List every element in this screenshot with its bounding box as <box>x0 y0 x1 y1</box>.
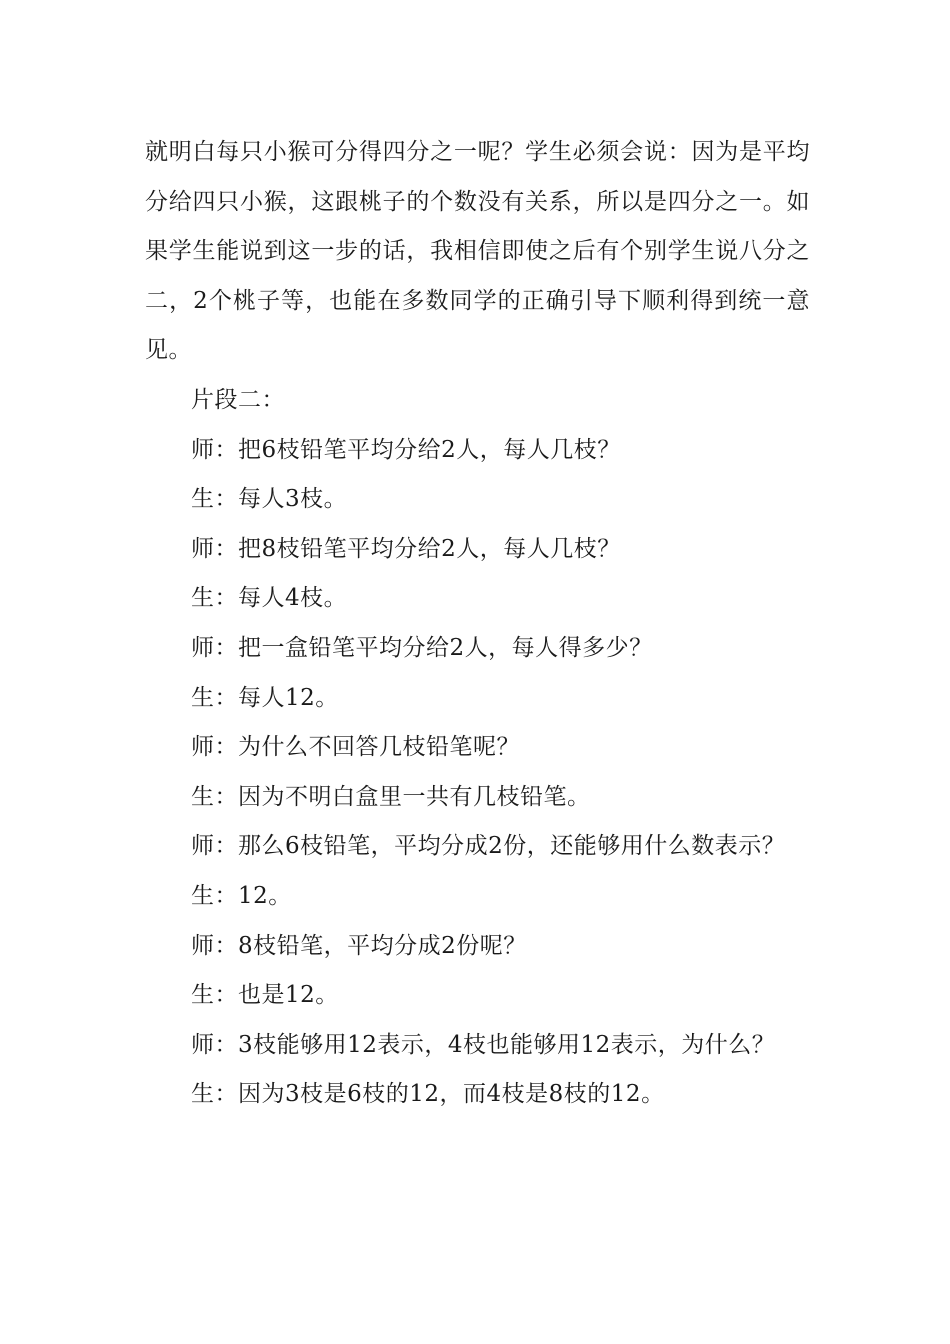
dialogue-line-teacher: 师：把6枝铅笔平均分给2人，每人几枝？ <box>191 436 621 463</box>
dialogue-line-teacher: 师：3枝能够用12表示，4枝也能够用12表示，为什么？ <box>191 1031 776 1058</box>
dialogue-line-teacher: 师：那么6枝铅笔，平均分成2份，还能够用什么数表示？ <box>191 833 786 860</box>
paragraph-continuation: 就明白每只小猴可分得四分之一呢？学生必须会说：因为是平均分给四只小猴，这跟桃子的个数没有关系，所以是四分之一。如果学生能说到这一步的话，我相信即使之后有个别学生说八分之二，2个桃子等，也能在多数同学的正确引导下顺利得到统一意见。 <box>145 139 810 364</box>
dialogue-line-student: 生：每人4枝。 <box>191 585 348 612</box>
dialogue-line-student: 生：也是12。 <box>191 982 339 1009</box>
dialogue-line-student: 生：12。 <box>191 882 292 909</box>
dialogue-line-teacher: 师：8枝铅笔，平均分成2份呢？ <box>191 932 527 959</box>
dialogue-line-teacher: 师：把一盒铅笔平均分给2人，每人得多少？ <box>191 634 653 661</box>
dialogue-line-student: 生：每人3枝。 <box>191 486 348 513</box>
section-heading: 片段二： <box>191 386 285 413</box>
dialogue-line-student: 生：因为3枝是6枝的12，而4枝是8枝的12。 <box>191 1081 665 1108</box>
dialogue-line-student: 生：因为不明白盒里一共有几枝铅笔。 <box>191 783 591 810</box>
document-body <box>145 128 810 1120</box>
dialogue-line-teacher: 师：把8枝铅笔平均分给2人，每人几枝？ <box>191 535 621 562</box>
dialogue-line-teacher: 师：为什么不回答几枝铅笔呢？ <box>191 734 520 761</box>
dialogue-line-student: 生：每人12。 <box>191 684 339 711</box>
